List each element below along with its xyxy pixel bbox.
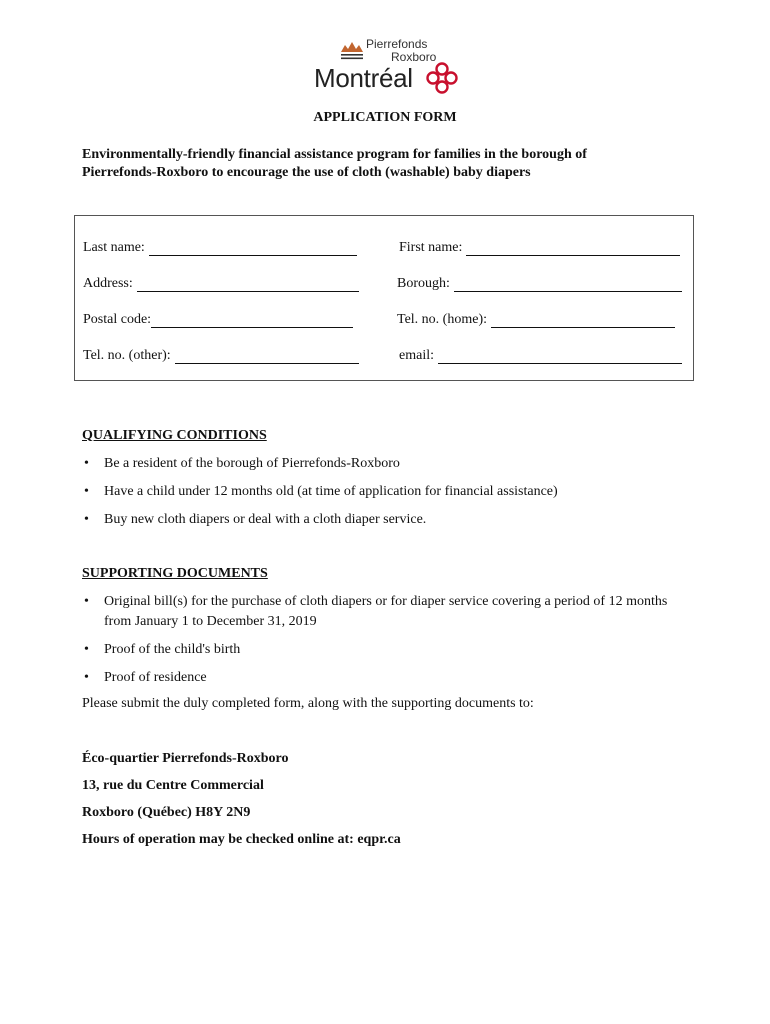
program-description: Environmentally-friendly financial assistance program for families in the borough of Pierrefonds-Roxboro to encourage the use of cloth (washable) baby diapers [82,147,587,180]
last-name-label: Last name: [83,240,145,255]
email-field[interactable] [399,348,682,364]
first-name-input-line[interactable] [466,240,680,256]
postal-code-input-line[interactable] [151,312,353,328]
last-name-field[interactable] [83,240,357,256]
tel-home-field[interactable] [397,312,675,328]
first-name-label: First name: [399,240,463,255]
tel-home-input-line[interactable] [491,312,675,328]
eco-quartier-name: Éco-quartier Pierrefonds-Roxboro [82,751,289,766]
borough-field[interactable] [397,276,682,292]
borough-name: Pierrefonds Roxboro [366,37,437,64]
list-item: • Proof of residence [82,668,668,688]
last-name-input-line[interactable] [149,240,357,256]
tel-other-input-line[interactable] [175,348,359,364]
email-input-line[interactable] [438,348,682,364]
postal-code-field[interactable] [83,312,353,328]
first-name-field[interactable] [399,240,680,256]
applicant-info-box [74,215,694,381]
city-name: Montréal [314,63,413,93]
postal-code-label: Postal code: [83,312,152,327]
tel-other-field[interactable] [83,348,359,364]
list-item: • Be a resident of the borough of Pierrefonds-Roxboro [82,454,682,474]
montreal-logo [312,38,462,96]
address-field[interactable] [83,276,359,292]
form-title: APPLICATION FORM [313,110,457,125]
supporting-documents-list [82,592,668,688]
address-input-line[interactable] [137,276,359,292]
borough-label: Borough: [397,276,450,291]
email-label: email: [399,348,434,363]
city-postal-code: Roxboro (Québec) H8Y 2N9 [82,805,251,820]
borough-input-line[interactable] [454,276,682,292]
submit-instructions: Please submit the duly completed form, along with the supporting documents to: [82,696,534,711]
street-address: 13, rue du Centre Commercial [82,778,264,793]
borough-emblem-icon [340,40,364,64]
list-item: • Have a child under 12 months old (at time of application for financial assistance) [82,482,682,502]
list-item: • Buy new cloth diapers or deal with a cloth diaper service. [82,510,682,530]
hours-of-operation: Hours of operation may be checked online at: eqpr.ca [82,832,401,847]
qualifying-conditions-heading: QUALIFYING CONDITIONS [82,428,267,443]
tel-other-label: Tel. no. (other): [83,348,171,363]
address-label: Address: [83,276,133,291]
supporting-documents-heading: SUPPORTING DOCUMENTS [82,566,268,581]
list-item: • Proof of the child's birth [82,640,668,660]
tel-home-label: Tel. no. (home): [397,312,487,327]
qualifying-conditions-list [82,454,682,530]
list-item: • Original bill(s) for the purchase of cloth diapers or for diaper service covering a period of 12 months from January 1 to December 31, 2019 [82,592,668,632]
rosette-icon [426,62,458,94]
